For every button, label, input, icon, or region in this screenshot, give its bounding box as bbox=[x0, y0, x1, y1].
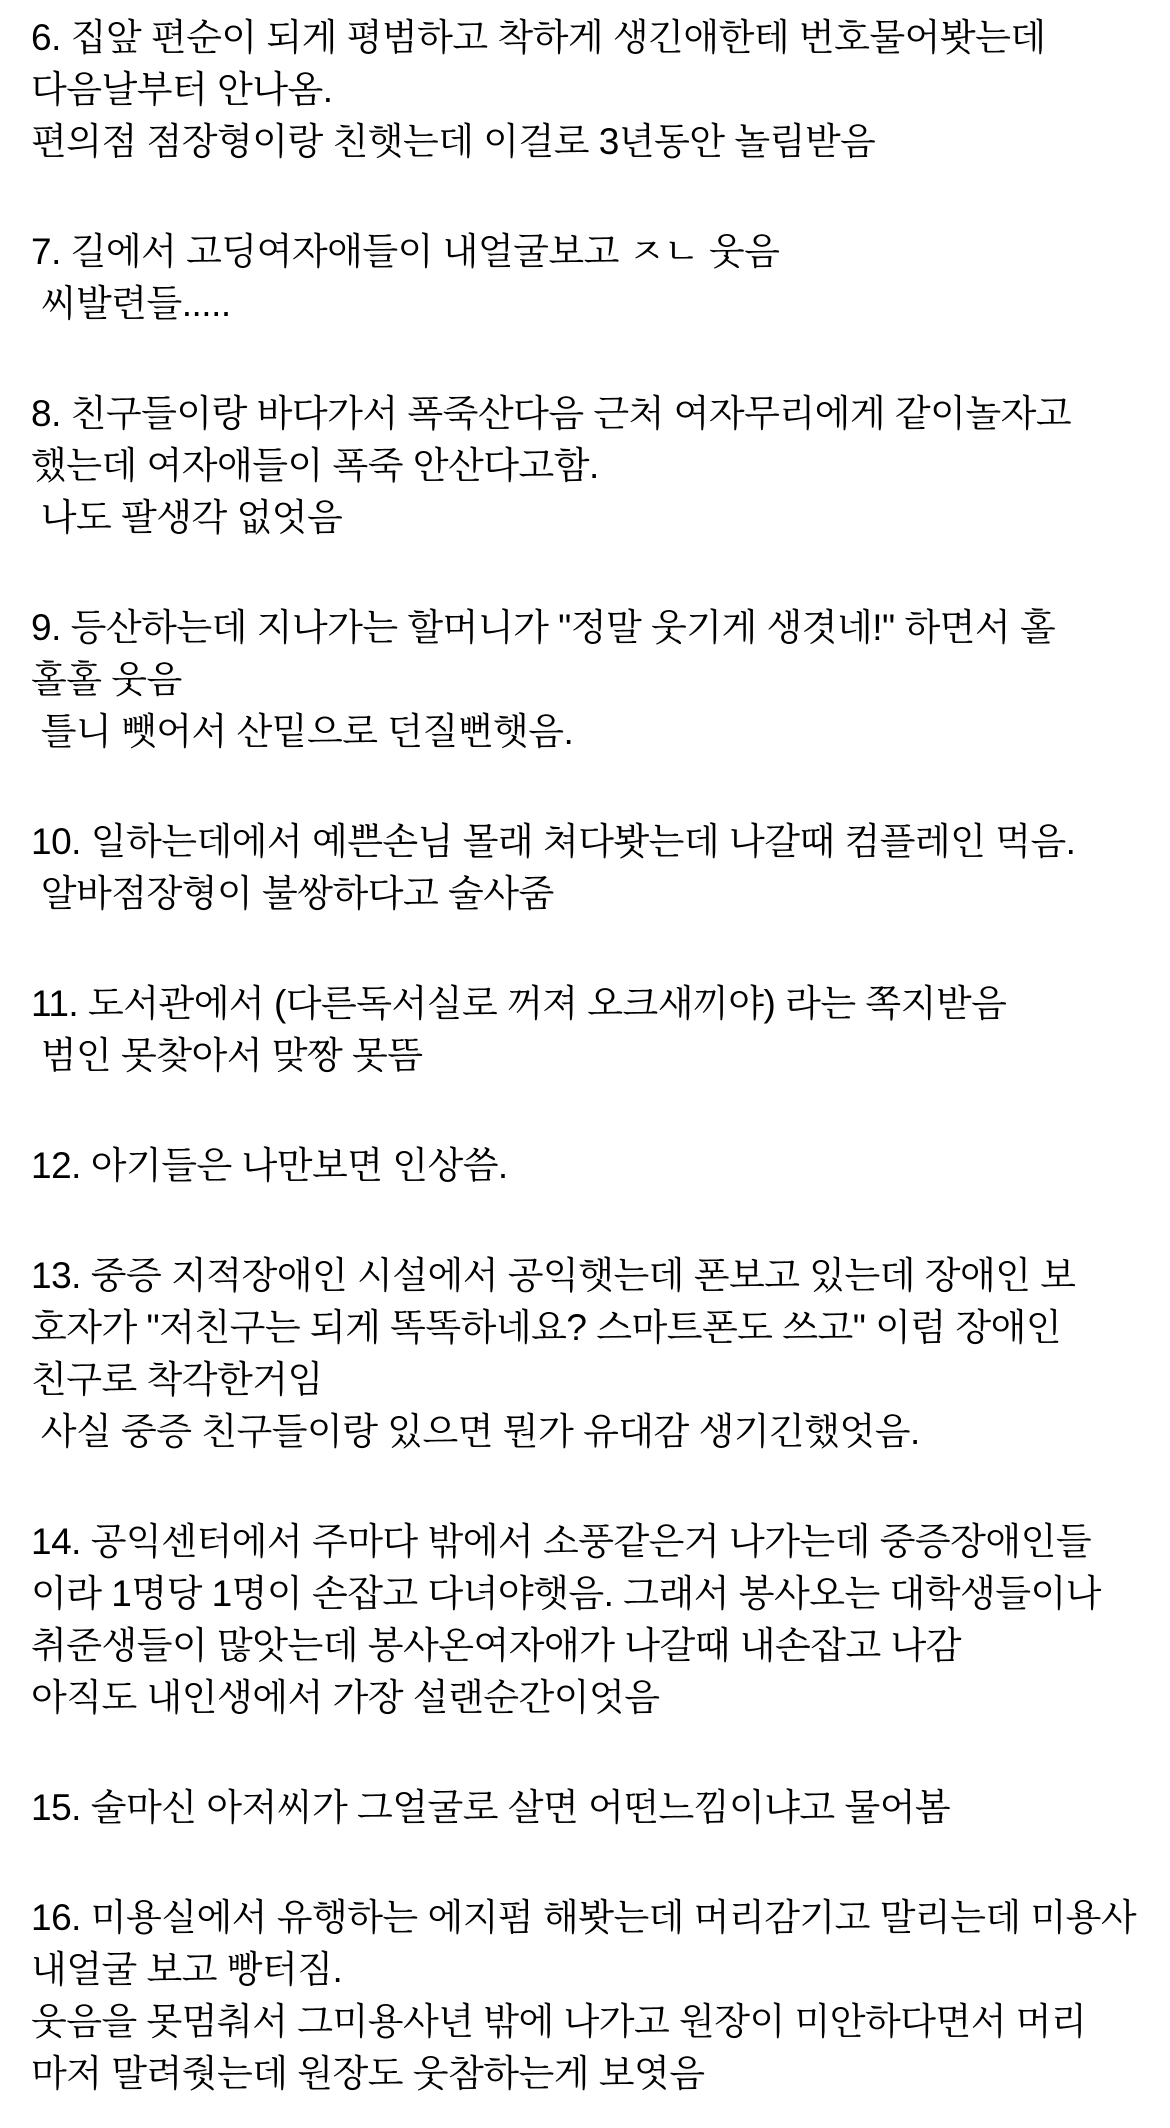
story-item-10 bbox=[31, 816, 1142, 920]
text-line: 사실 중증 친구들이랑 있으면 뭔가 유대감 생기긴했엇음. bbox=[31, 1411, 920, 1452]
text-line: 13. 중증 지적장애인 시설에서 공익햇는데 폰보고 있는데 장애인 보 bbox=[31, 1255, 1076, 1296]
text-line: 14. 공익센터에서 주마다 밖에서 소풍같은거 나가는데 중증장애인들 bbox=[31, 1521, 1092, 1562]
text-line: 다음날부터 안나옴. bbox=[31, 69, 333, 110]
text-line: 호자가 "저친구는 되게 똑똑하네요? 스마트폰도 쓰고" 이럼 장애인 bbox=[31, 1307, 1062, 1348]
story-item-13 bbox=[31, 1250, 1142, 1458]
text-line: 15. 술마신 아저씨가 그얼굴로 살면 어떤느낌이냐고 물어봄 bbox=[31, 1787, 951, 1828]
story-item-16 bbox=[31, 1892, 1142, 2100]
story-item-7 bbox=[31, 226, 1142, 330]
text-line: 내얼굴 보고 빵터짐. bbox=[31, 1949, 343, 1990]
text-line: 틀니 뺏어서 산밑으로 던질뻔햇음. bbox=[31, 711, 574, 752]
text-line: 웃음을 못멈춰서 그미용사년 밖에 나가고 원장이 미안하다면서 머리 bbox=[31, 2001, 1087, 2042]
text-line: 6. 집앞 편순이 되게 평범하고 착하게 생긴애한테 번호물어봣는데 bbox=[31, 17, 1046, 58]
text-line: 했는데 여자애들이 폭죽 안산다고함. bbox=[31, 445, 599, 486]
story-item-15 bbox=[31, 1782, 1142, 1834]
text-line: 씨발련들..... bbox=[31, 283, 231, 324]
story-item-9 bbox=[31, 602, 1142, 758]
story-item-6 bbox=[31, 12, 1142, 168]
story-item-14 bbox=[31, 1516, 1142, 1724]
story-item-8 bbox=[31, 388, 1142, 544]
text-line: 홀홀 웃음 bbox=[31, 659, 182, 700]
text-line: 범인 못찾아서 맞짱 못뜸 bbox=[31, 1035, 423, 1076]
text-line: 친구로 착각한거임 bbox=[31, 1359, 323, 1400]
text-line: 알바점장형이 불쌍하다고 술사줌 bbox=[31, 873, 554, 914]
story-item-12 bbox=[31, 1140, 1142, 1192]
story-item-11 bbox=[31, 978, 1142, 1082]
text-line: 11. 도서관에서 (다른독서실로 꺼져 오크새끼야) 라는 쪽지받음 bbox=[31, 983, 1007, 1024]
text-line: 8. 친구들이랑 바다가서 폭죽산다음 근처 여자무리에게 같이놀자고 bbox=[31, 393, 1072, 434]
text-line: 10. 일하는데에서 예쁜손님 몰래 쳐다봣는데 나갈때 컴플레인 먹음. bbox=[31, 821, 1076, 862]
text-line: 편의점 점장형이랑 친햇는데 이걸로 3년동안 놀림받음 bbox=[31, 121, 876, 162]
text-line: 9. 등산하는데 지나가는 할머니가 "정말 웃기게 생겻네!" 하면서 홀 bbox=[31, 607, 1056, 648]
text-line: 아직도 내인생에서 가장 설랜순간이엇음 bbox=[31, 1677, 660, 1718]
text-line: 이라 1명당 1명이 손잡고 다녀야햇음. 그래서 봉사오는 대학생들이나 bbox=[31, 1573, 1101, 1614]
text-line: 16. 미용실에서 유행하는 에지펌 해봣는데 머리감기고 말리는데 미용사 bbox=[31, 1897, 1137, 1938]
text-line: 나도 팔생각 없엇음 bbox=[31, 497, 343, 538]
text-line: 취준생들이 많앗는데 봉사온여자애가 나갈때 내손잡고 나감 bbox=[31, 1625, 961, 1666]
text-line: 12. 아기들은 나만보면 인상씀. bbox=[31, 1145, 508, 1186]
text-line: 7. 길에서 고딩여자애들이 내얼굴보고 ㅈㄴ 웃음 bbox=[31, 231, 780, 272]
text-line: 마저 말려줫는데 원장도 웃참하는게 보엿음 bbox=[31, 2053, 705, 2094]
